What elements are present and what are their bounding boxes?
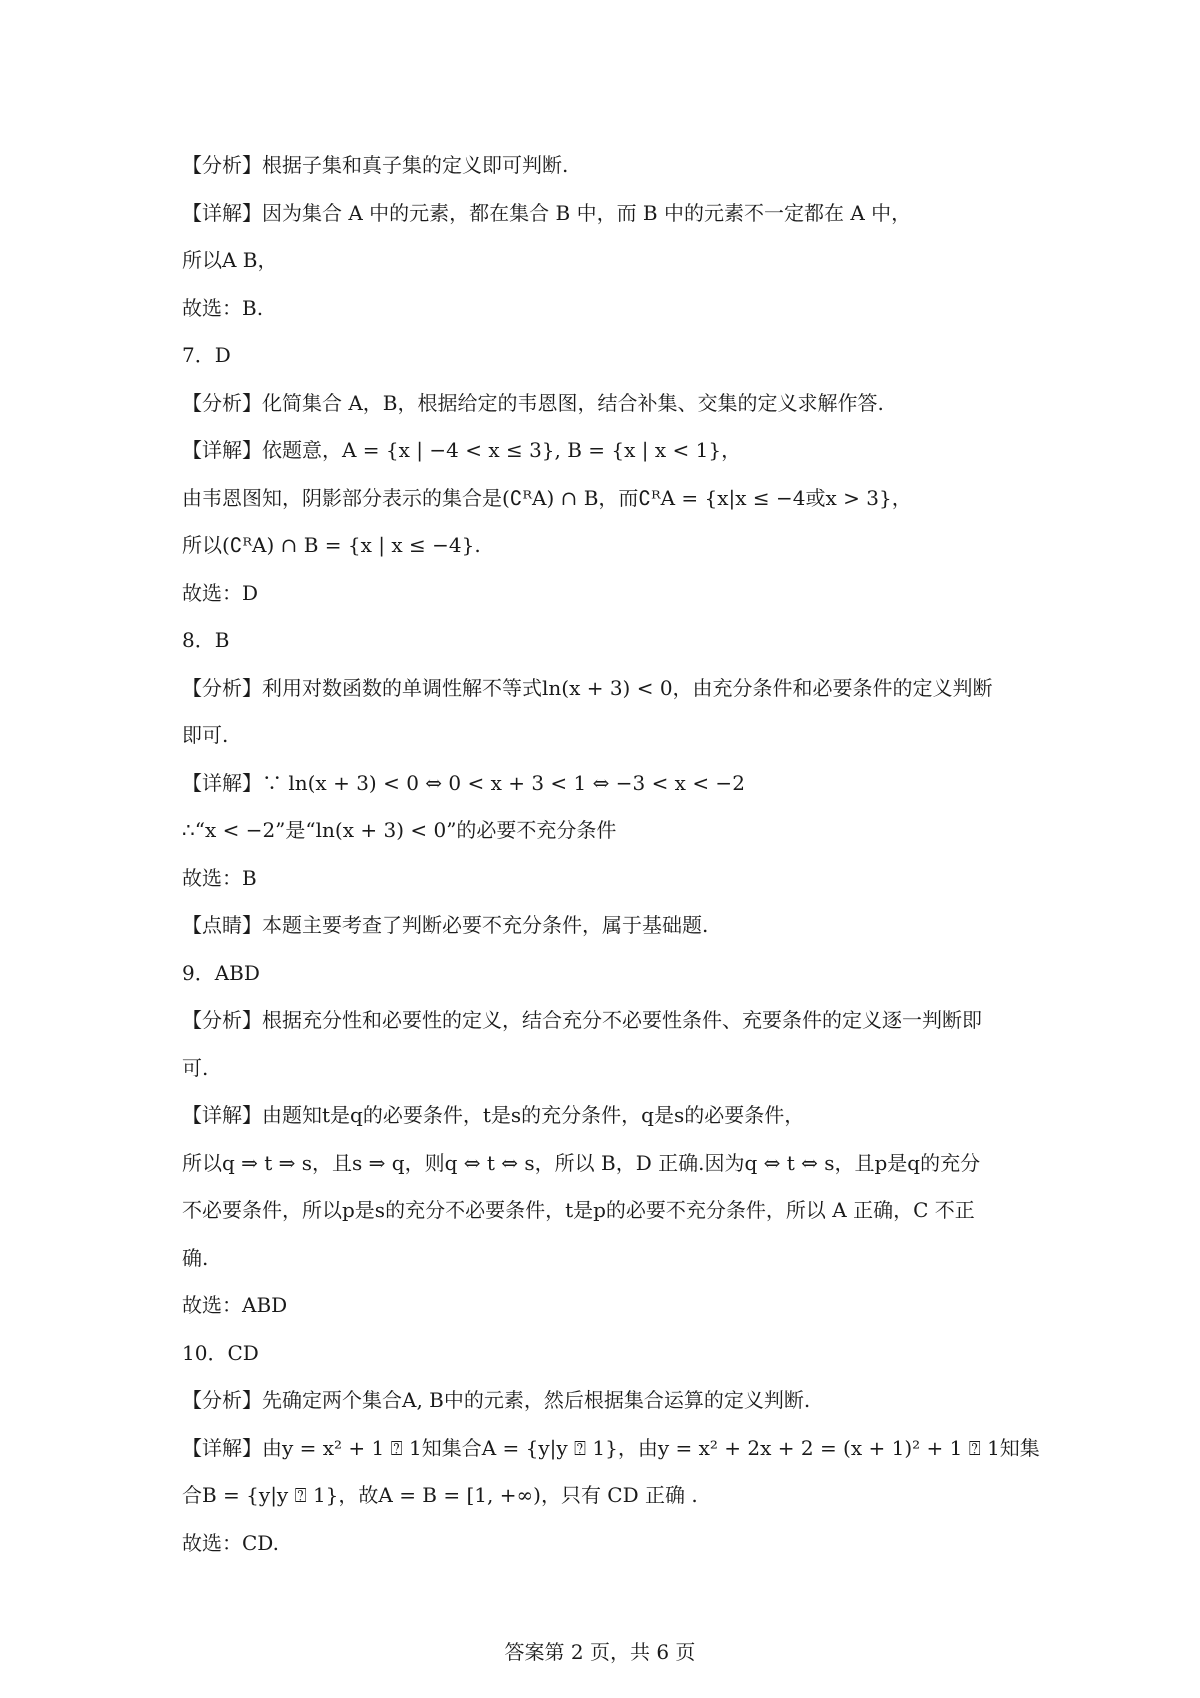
text-line: 所以(∁ᴿA) ∩ B = {x | x ≤ −4}. — [182, 533, 481, 557]
text-line: 【详解】由题知t是q的必要条件，t是s的充分条件，q是s的必要条件， — [182, 1103, 805, 1127]
text-line: 故选：D — [182, 580, 259, 605]
text-line: 【分析】利用对数函数的单调性解不等式ln(x + 3) < 0，由充分条件和必要条件的定义判断 — [182, 675, 993, 700]
text-line: 【详解】因为集合 A 中的元素，都在集合 B 中，而 B 中的元素不一定都在 A 中， — [182, 200, 912, 225]
text-line: 确. — [182, 1245, 209, 1270]
question-number: 7．D — [182, 343, 231, 367]
text-line: 所以q ⇒ t ⇒ s，且s ⇒ q，则q ⇔ t ⇔ s，所以 B，D 正确.因为q ⇔ t ⇔ s，且p是q的充分 — [182, 1150, 981, 1175]
text-line: 故选：ABD — [182, 1293, 288, 1317]
text-line: 故选：CD. — [182, 1530, 279, 1555]
text-line: 合B = {y|y ⍰ 1}，故A = B = [1, +∞)，只有 CD 正确 . — [182, 1483, 698, 1507]
text-line: 【点睛】本题主要考查了判断必要不充分条件，属于基础题. — [182, 913, 709, 937]
answer-content — [182, 150, 1042, 1575]
text-line: 可. — [182, 1055, 209, 1080]
text-line: 【详解】由y = x² + 1 ⍰ 1知集合A = {y|y ⍰ 1}，由y = x² + 2x + 2 = (x + 1)² + 1 ⍰ 1知集 — [182, 1435, 1040, 1460]
question-number: 8．B — [182, 628, 230, 652]
text-line: 故选：B. — [182, 295, 264, 320]
text-line: 故选：B — [182, 865, 257, 890]
text-line: 所以A B， — [182, 248, 278, 272]
question-number: 10．CD — [182, 1340, 259, 1365]
text-line: ∴“x < −2”是“ln(x + 3) < 0”的必要不充分条件 — [182, 818, 617, 842]
text-line: 【分析】化简集合 A，B，根据给定的韦恩图，结合补集、交集的定义求解作答. — [182, 390, 884, 415]
text-line: 【分析】根据子集和真子集的定义即可判断. — [182, 153, 569, 177]
text-line: 【分析】先确定两个集合A, B中的元素，然后根据集合运算的定义判断. — [182, 1388, 811, 1412]
text-line: 【分析】根据充分性和必要性的定义，结合充分不必要性条件、充要条件的定义逐一判断即 — [182, 1008, 982, 1032]
page-footer: 答案第 2 页，共 6 页 — [504, 1640, 696, 1664]
text-line: 由韦恩图知，阴影部分表示的集合是(∁ᴿA) ∩ B，而∁ᴿA = {x|x ≤ −4或x > 3}， — [182, 485, 912, 510]
text-line: 即可. — [182, 723, 229, 747]
text-line: 不必要条件，所以p是s的充分不必要条件，t是p的必要不充分条件，所以 A 正确，C 不正 — [182, 1198, 975, 1222]
text-line: 【详解】∵ ln(x + 3) < 0 ⇔ 0 < x + 3 < 1 ⇔ −3 < x < −2 — [182, 770, 745, 795]
question-number: 9．ABD — [182, 960, 260, 985]
text-line: 【详解】依题意，A = {x | −4 < x ≤ 3}, B = {x | x < 1}， — [182, 438, 742, 462]
